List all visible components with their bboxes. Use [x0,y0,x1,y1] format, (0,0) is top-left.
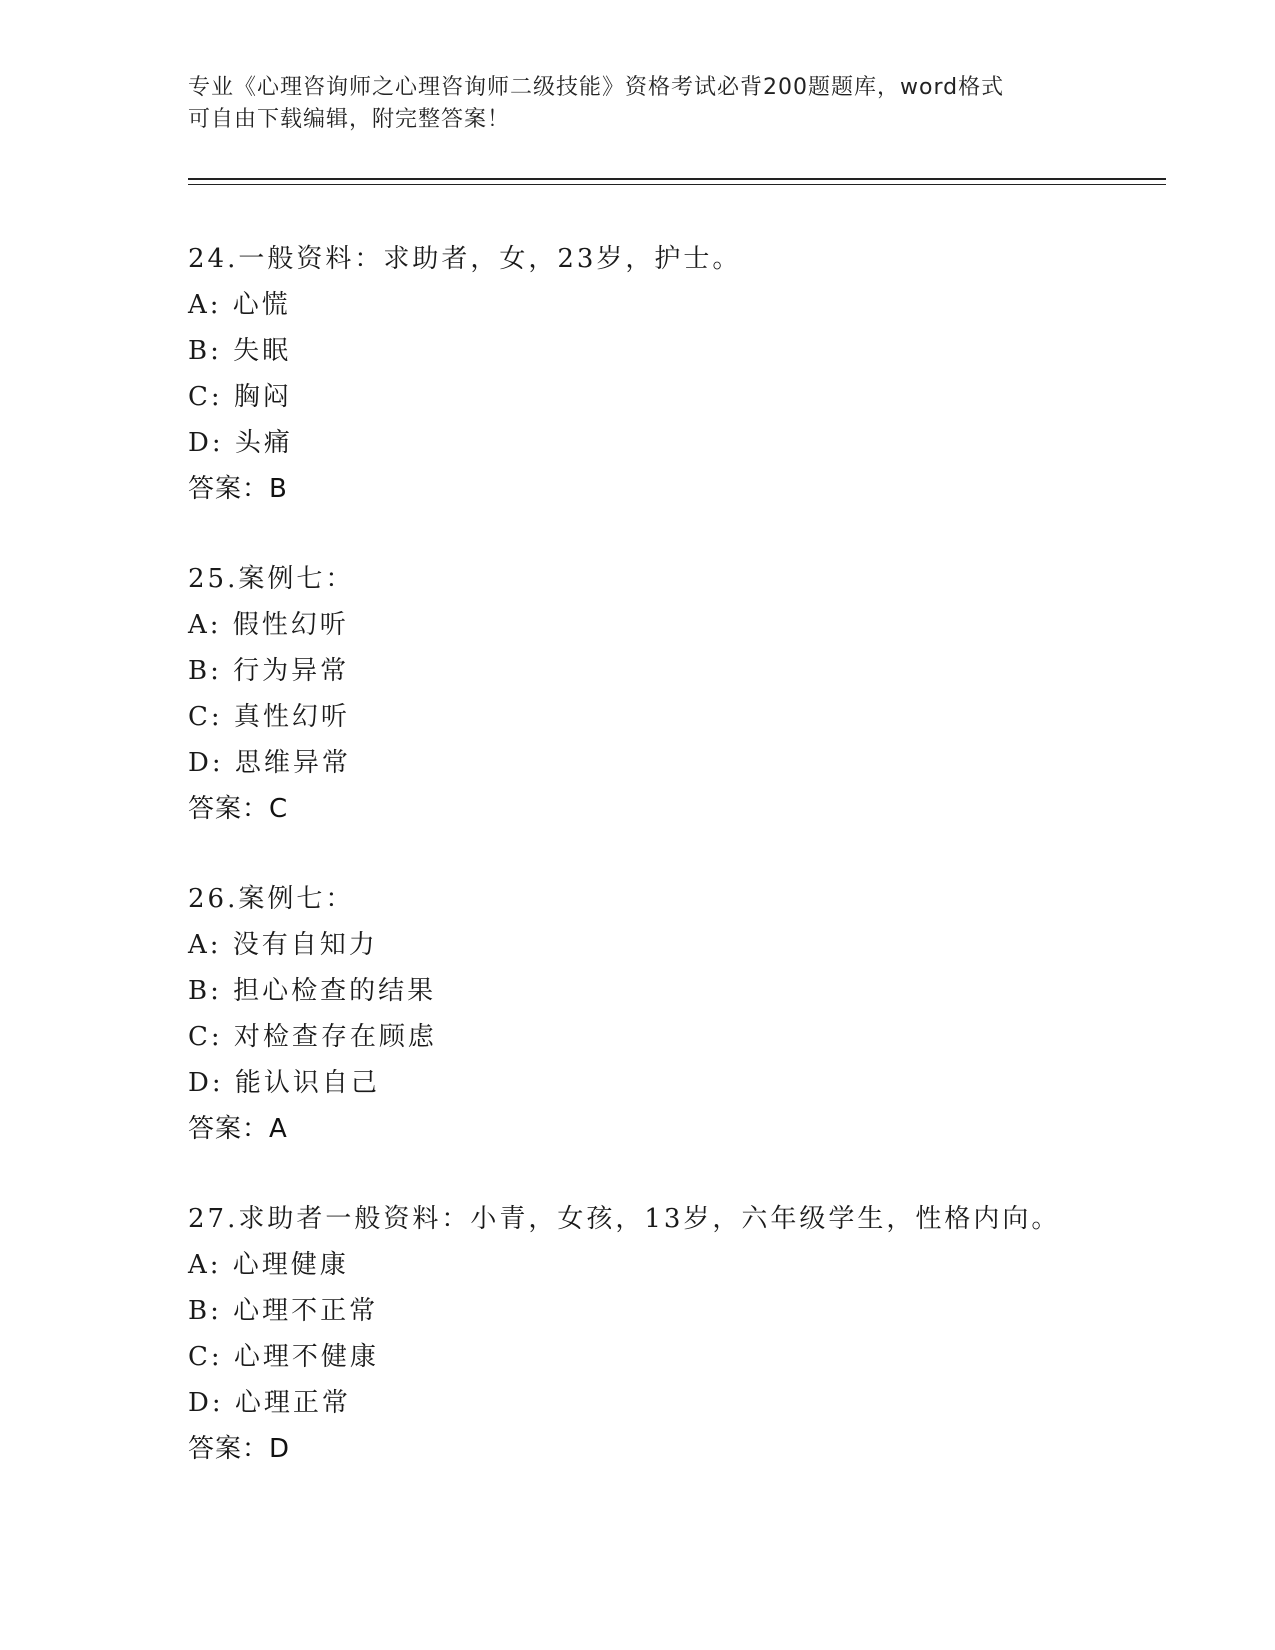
header-line-1: 专业《心理咨询师之心理咨询师二级技能》资格考试必背200题题库，word格式 [188,75,1005,100]
option-c: C: 胸闷 [188,382,292,412]
option-d: D: 能认识自己 [188,1068,380,1098]
question-stem: 25.案例七： [188,564,355,594]
question-list [188,236,1168,1516]
option-c: C: 对检查存在顾虑 [188,1022,437,1052]
document-header [188,72,1088,136]
option-d: D: 头痛 [188,428,293,458]
option-b: B: 失眠 [188,336,292,366]
option-b: B: 担心检查的结果 [188,976,437,1006]
option-a: A: 心理健康 [188,1250,349,1280]
question-stem: 27.求助者一般资料：小青，女孩，13岁，六年级学生，性格内向。 [188,1204,1061,1234]
option-a: A: 心慌 [188,290,291,320]
answer-line: 答案：D [188,1434,291,1464]
question-26 [188,876,1168,1152]
answer-line: 答案：A [188,1114,288,1144]
question-25 [188,556,1168,832]
header-divider-thick [188,178,1166,180]
option-a: A: 没有自知力 [188,930,378,960]
header-divider-thin [188,184,1166,185]
option-d: D: 思维异常 [188,748,351,778]
option-c: C: 真性幻听 [188,702,350,732]
answer-line: 答案：B [188,474,288,504]
option-a: A: 假性幻听 [188,610,349,640]
question-stem: 26.案例七： [188,884,355,914]
answer-line: 答案：C [188,794,289,824]
option-d: D: 心理正常 [188,1388,351,1418]
question-24 [188,236,1168,512]
question-stem: 24.一般资料：求助者，女，23岁，护士。 [188,244,742,274]
header-line-2: 可自由下载编辑，附完整答案！ [188,107,511,132]
question-27 [188,1196,1168,1472]
option-c: C: 心理不健康 [188,1342,379,1372]
option-b: B: 心理不正常 [188,1296,379,1326]
option-b: B: 行为异常 [188,656,350,686]
